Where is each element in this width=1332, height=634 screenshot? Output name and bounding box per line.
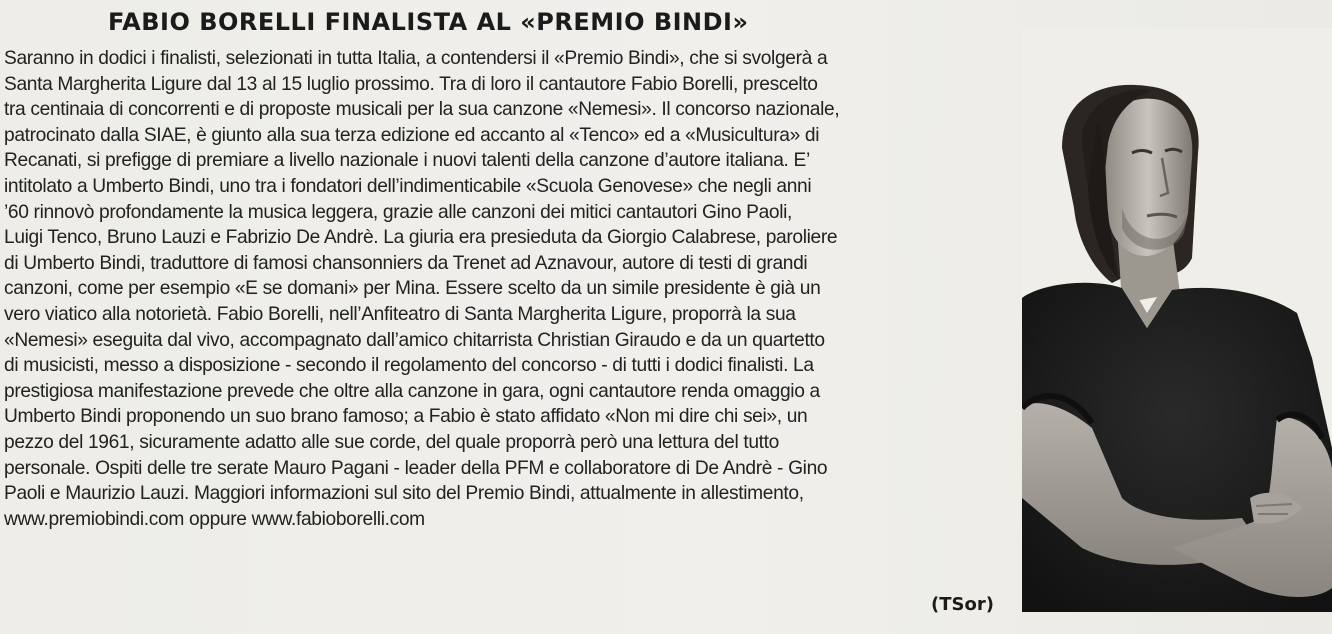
article-line: canzoni, come per esempio «E se domani» per Mina. Essere scelto da un simile presidente è già un — [4, 278, 821, 300]
article-title: FABIO BORELLI FINALISTA AL «PREMIO BINDI» — [108, 8, 749, 36]
article-line: tra centinaia di concorrenti e di proposte musicali per la sua canzone «Nemesi». Il concorso nazionale, — [4, 99, 840, 121]
article-line: Luigi Tenco, Bruno Lauzi e Fabrizio De Andrè. La giuria era presieduta da Giorgio Calabrese, paroliere — [4, 227, 838, 249]
article-line: patrocinato dalla SIAE, è giunto alla sua terza edizione ed accanto al «Tenco» ed a «Musicultura» di — [4, 124, 820, 146]
article-line: di Umberto Bindi, traduttore di famosi chansonniers da Trenet ad Aznavour, autore di testi di grandi — [4, 252, 808, 274]
article-line: intitolato a Umberto Bindi, uno tra i fondatori dell’indimenticabile «Scuola Genovese» che negli anni — [4, 175, 812, 197]
article-line: Recanati, si prefigge di premiare a livello nazionale i nuovi talenti della canzone d’autore italiana. E’ — [4, 150, 810, 172]
article-line: Umberto Bindi proponendo un suo brano famoso; a Fabio è stato affidato «Non mi dire chi sei», un — [4, 406, 808, 428]
article-line: ’60 rinnovò profondamente la musica leggera, grazie alle canzoni dei mitici cantautori Gino Paoli, — [4, 201, 793, 223]
portrait-photo — [1022, 28, 1332, 612]
article-line: Santa Margherita Ligure dal 13 al 15 luglio prossimo. Tra di loro il cantautore Fabio Borelli, prescelto — [4, 73, 818, 95]
article-line: «Nemesi» eseguita dal vivo, accompagnato dall’amico chitarrista Christian Giraudo e da un quartetto — [4, 329, 825, 351]
article-line: Paoli e Maurizio Lauzi. Maggiori informazioni sul sito del Premio Bindi, attualmente in allestimento, — [4, 483, 804, 505]
article-line: pezzo del 1961, sicuramente adatto alle sue corde, del quale proporrà però una lettura del tutto — [4, 431, 779, 453]
article-line: www.premiobindi.com oppure www.fabioborelli.com — [4, 508, 425, 530]
article-line: vero viatico alla notorietà. Fabio Borelli, nell’Anfiteatro di Santa Margherita Ligure, proporrà la sua — [4, 303, 796, 325]
article-body — [4, 46, 994, 532]
article-line: di musicisti, messo a disposizione - secondo il regolamento del concorso - di tutti i dodici finalisti. La — [4, 355, 814, 377]
author-signature: (TSor) — [931, 594, 994, 615]
article-line: personale. Ospiti delle tre serate Mauro Pagani - leader della PFM e collaboratore di De Andrè - Gino — [4, 457, 828, 479]
article-line: prestigiosa manifestazione prevede che oltre alla canzone in gara, ogni cantautore renda omaggio a — [4, 380, 820, 402]
article-line: Saranno in dodici i finalisti, selezionati in tutta Italia, a contendersi il «Premio Bindi», che si svolgerà a — [4, 48, 828, 69]
portrait-illustration — [1022, 28, 1332, 612]
